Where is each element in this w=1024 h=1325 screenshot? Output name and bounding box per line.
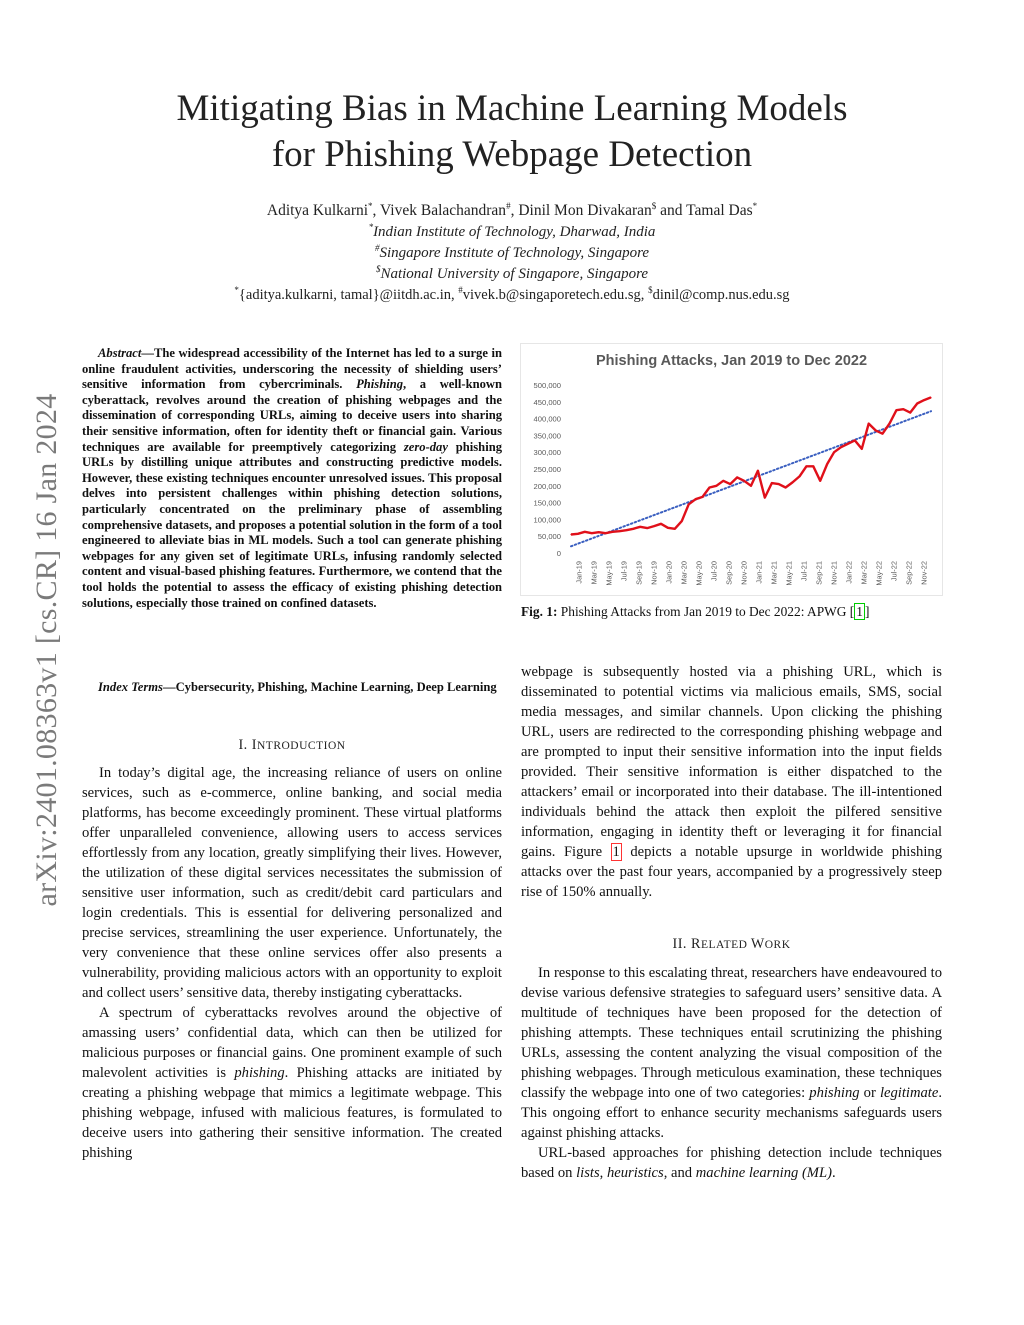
index-terms-text: —Cybersecurity, Phishing, Machine Learning, Deep Learning [162,680,497,694]
x-tick-label: May-21 [784,561,794,586]
y-tick-label: 250,000 [533,465,561,474]
paragraph-text: , and [663,1165,696,1181]
y-tick-label: 300,000 [533,448,561,458]
data-point [930,397,931,398]
data-point [903,409,904,410]
x-tick-label: Mar-19 [589,561,599,585]
aff-mark: $ [375,264,381,274]
section-title-rest: ORK [764,939,791,951]
data-point [605,533,606,534]
data-point [750,485,751,486]
aff-mark: * [368,222,374,232]
title-line-1: Mitigating Bias in Machine Learning Models [176,88,848,129]
related-work-body [521,963,942,1183]
data-point [792,482,793,483]
paragraph-text: . [831,1165,836,1181]
data-point [577,533,578,534]
paragraph-emphasis: heuristics [606,1165,664,1181]
section-title-rest: ELATED [701,939,751,951]
data-point [591,533,592,534]
x-tick-label: May-19 [604,561,614,586]
data-point [840,447,841,448]
paragraph [82,1003,502,1163]
data-point [875,430,876,431]
data-point [626,530,627,531]
x-tick-label: Sep-20 [724,561,734,585]
abstract-text: —The widespread accessibility of the Internet has led to a surge in online fraudulent activities, underscoring the necessity of shielding users’ sensitive information from cybercriminals. [82,346,502,392]
x-tick-label: Mar-20 [679,561,689,585]
figure-ref-link[interactable]: 1 [612,844,620,860]
data-point [633,528,634,529]
data-point [716,485,717,486]
title-line-2: for Phishing Webpage Detection [271,134,753,175]
figure-chart [521,344,942,595]
data-point [799,476,800,477]
author-name: Aditya Kulkarni [266,202,369,219]
data-point [827,463,828,464]
author-mark: $ [651,200,657,211]
paragraph-text: , [599,1165,607,1181]
email-text: {aditya.kulkarni, tamal}@iitdh.ac.in, [238,287,459,303]
paragraph-emphasis: machine learning (ML) [695,1165,832,1181]
data-point [847,443,848,444]
data-point [806,466,807,467]
abstract-text: phishing URLs by distilling unique attributes and constructing predictive models. However, these existing techniques encounter unresolved issues. This proposal delves into persistent challenges within phishing detection solutions, particularly concentrated on the preliminary phase of assembling comprehensive datasets, and proposes a potential solution in the form of a tool engineered to alleviate bias in ML models. Such a tool can generate phishing webpages for any given set of legitimate URLs, infusing randomly selected content and visual-based phishing features. Furthermore, we contend that the tool holds the potential to assess the efficacy of existing phishing detection solutions, especially those trained on confined datasets. [82,439,502,610]
paragraph [521,1143,942,1183]
x-tick-label: May-22 [874,561,884,586]
y-tick-label: 50,000 [537,532,561,542]
author-name: Tamal Das [686,202,753,219]
x-tick-label: Jul-22 [889,561,899,582]
data-point [778,484,779,485]
aff-text: Indian Institute of Technology, Dharwad, India [373,224,656,240]
y-tick-label: 0 [556,549,561,558]
paragraph [521,963,942,1143]
aff-text: Singapore Institute of Technology, Singapore [379,245,650,261]
data-point [612,531,613,532]
data-point [910,412,911,413]
data-point [688,504,689,505]
y-tick-label: 400,000 [533,414,561,424]
data-point [917,403,918,404]
data-point [709,487,710,488]
x-tick-label: Sep-19 [634,561,644,585]
x-tick-label: Sep-21 [814,561,824,585]
data-point [737,477,738,478]
affiliation [90,245,934,262]
x-tick-label: Jul-21 [799,561,809,582]
data-point [660,523,661,524]
section-initial: W [750,936,765,952]
paragraph-emphasis: phishing [809,1085,860,1101]
section-heading-introduction [82,737,502,754]
data-point [730,484,731,485]
data-point [820,480,821,481]
y-tick-label: 100,000 [533,515,561,525]
author-sep: and [656,202,687,219]
data-point [868,423,869,424]
data-point [923,400,924,401]
x-tick-label: Nov-20 [739,561,749,585]
section-initial: I [251,737,257,753]
arxiv-identifier: arXiv:2401.08363v1 [cs.CR] 16 Jan 2024 [30,393,63,907]
email-text: dinil@comp.nus.edu.sg [652,287,790,303]
series-line-phishing-attacks [571,397,931,534]
index-terms [82,680,502,696]
x-tick-label: Jan-19 [574,561,584,584]
x-tick-label: Mar-21 [769,561,779,585]
data-point [647,528,648,529]
author-sep: , [372,202,381,219]
x-tick-label: Nov-19 [649,561,659,585]
abstract [82,346,502,611]
affiliation [90,266,934,283]
paragraph-emphasis: phishing [234,1065,285,1081]
x-tick-label: Jan-22 [844,561,854,584]
figure-caption [521,604,942,620]
data-point [896,410,897,411]
paragraph-text: webpage is subsequently hosted via a phishing URL, which is disseminated to potential victims via malicious emails, SMS, social media messages, and similar channels. Upon clicking the phishing URL, users are redirected to the corresponding phishing webpage and are prompted to input their sensitive information into the input fields provided. Their sensitive information is either dispatched to the attackers’ email or incorporated into their database. The ill-intentioned individuals behind the attack then exploit the pilfered sensitive information, engaging in identity theft or leveraging it for financial gains. Figure [521,664,942,860]
section-number: II. [672,936,692,952]
x-tick-label: Nov-22 [919,561,929,585]
data-point [667,527,668,528]
section-title-rest: NTRODUCTION [257,740,346,752]
introduction-body [82,763,502,1163]
x-tick-label: Jan-21 [754,561,764,584]
paragraph-text: . This ongoing effort to enhance security mechanisms safeguards users against phishing attacks. [521,1085,942,1141]
data-point [640,526,641,527]
paragraph-text: A spectrum of cyberattacks revolves around the objective of amassing users’ confidential data, which can then be utilized for malicious purposes or financial gains. One prominent example of such malevolent activities is [82,1005,502,1081]
x-tick-label: Sep-22 [904,561,914,585]
abstract-text: , a well-known cyberattack, revolves around the creation of phishing webpages and the dissemination of corresponding URLs, aiming to deceive users into sharing their sensitive information, often for identity theft or financial gain. Various techniques are available for preemptively categorizing [82,377,502,454]
aff-text: National University of Singapore, Singapore [380,266,649,282]
data-point [681,520,682,521]
data-point [619,531,620,532]
author-sep: , [510,202,519,219]
author-name: Vivek Balachandran [380,202,507,219]
paragraph: In today’s digital age, the increasing reliance of users on online services, such as e-commerce, online banking, and social media platforms, has become exceedingly prominent. These virtual platforms offer unparalleled convenience, allowing users to access services effortlessly from any location, greatly simplifying their lives. However, the utilization of these digital services necessitates the submission of sensitive user information, such as credit/debit card particulars and login credentials. This is essential for delivering personalized and precise services, streamlining the user experience. Unfortunately, the very convenience that these online services offer also presents a vulnerability, providing malicious actors with an opportunity to exploit and collect users’ sensitive data, thereby instigating cyberattacks. [82,765,502,1001]
caption-text: ] [864,604,870,619]
line-chart [521,344,942,595]
data-point [674,528,675,529]
chart-title: Phishing Attacks, Jan 2019 to Dec 2022 [595,353,868,369]
author-emails [90,287,934,304]
x-tick-label: Jul-20 [709,561,719,582]
x-tick-label: Jul-19 [619,561,629,582]
caption-label: Fig. 1: [521,604,558,619]
data-point [723,480,724,481]
y-tick-label: 350,000 [533,431,561,441]
author-list [90,202,934,220]
data-point [702,496,703,497]
affiliation [90,224,934,241]
paragraph-text: URL-based approaches for phishing detection include techniques based on [521,1145,942,1181]
y-tick-label: 150,000 [533,498,561,508]
data-point [764,497,765,498]
section-initial: R [691,936,701,952]
paragraph-text: . Phishing attacks are initiated by creating a phishing webpage that mimics a legitimate webpage. This phishing webpage, infused with malicious features, is formulated to deceive users into gathering their sensitive information. The created phishing [82,1065,503,1161]
author-name: Dinil Mon Divakaran [518,202,652,219]
email-text: vivek.b@singaporetech.edu.sg, [462,287,649,303]
x-tick-label: Jan-20 [664,561,674,584]
data-point [757,470,758,471]
y-tick-label: 500,000 [533,381,561,390]
author-mark: * [752,200,758,211]
aff-mark: # [374,243,380,253]
caption-text: Phishing Attacks from Jan 2019 to Dec 2022: APWG [ [557,604,855,619]
email-mark: # [458,285,463,296]
author-mark: * [368,200,373,211]
x-tick-label: May-20 [694,561,704,586]
paragraph-emphasis: lists [576,1165,600,1181]
data-point [570,534,571,535]
data-point [861,448,862,449]
index-terms-label: Index Terms [98,680,163,694]
data-point [584,531,585,532]
paragraph-text: depicts a notable upsurge in worldwide phishing attacks over the past four years, accompanied by a progressively steep rise of [521,844,942,900]
data-point [598,532,599,533]
paragraph-text: annually. [595,884,653,900]
percentage-value: 150% [561,884,596,900]
data-point [771,483,772,484]
paragraph-text: In response to this escalating threat, researchers have endeavoured to devise various defensive strategies to safeguard users’ sensitive data. A multitude of techniques have been proposed for the detection of phishing attempts. These techniques entail scrutinizing the phishing URLs, assessing the content analyzing the visual composition of the phishing webpages. Through meticulous examination, these techniques classify the webpage into one of two categories: [521,965,942,1101]
abstract-emphasis: zero-day [403,439,448,454]
y-tick-label: 200,000 [533,481,561,491]
data-point [653,526,654,527]
x-tick-label: Nov-21 [829,561,839,585]
paragraph-emphasis: legitimate [879,1085,939,1101]
data-point [743,480,744,481]
email-mark: $ [648,285,653,296]
data-point [813,466,814,467]
section-number: I. [238,737,252,753]
data-point [785,487,786,488]
data-point [833,452,834,453]
data-point [882,433,883,434]
data-point [695,499,696,500]
y-tick-label: 450,000 [533,397,561,407]
citation-link[interactable]: 1 [856,604,863,619]
author-mark: # [506,200,511,211]
abstract-label: Abstract [98,346,142,360]
section-heading-related-work [521,936,942,953]
right-column-text [521,662,942,902]
paper-title [90,86,934,178]
email-mark: * [234,285,239,296]
abstract-emphasis: Phishing [356,377,403,392]
data-point [889,423,890,424]
paragraph [521,662,942,902]
data-point [854,440,855,441]
paragraph-text: or [859,1085,880,1101]
x-tick-label: Mar-22 [859,561,869,585]
arxiv-sidebar [22,355,72,945]
